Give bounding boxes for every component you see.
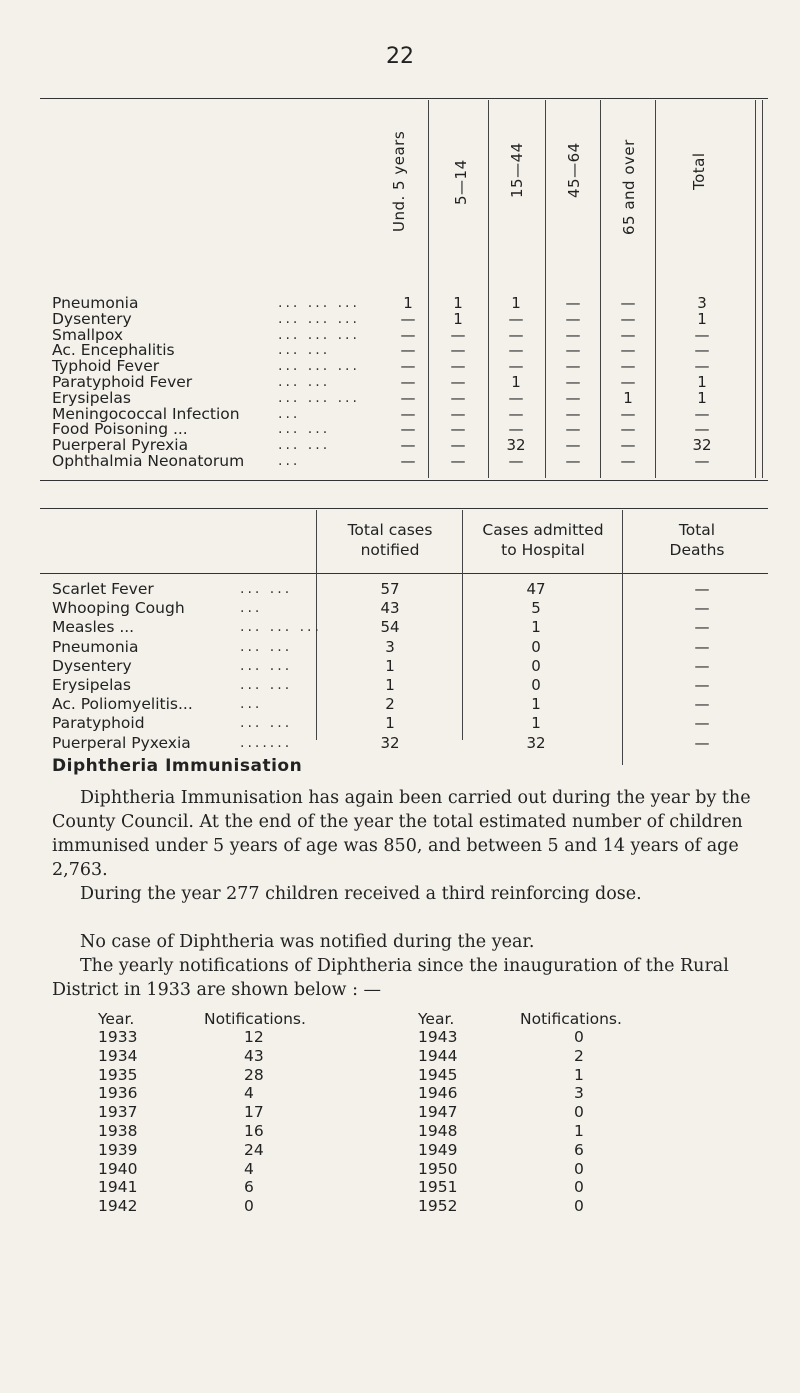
table-cell: — — [694, 637, 710, 656]
table-cell: — — [450, 325, 466, 344]
row-label: Scarlet Fever — [52, 580, 154, 598]
table-cell: — — [694, 404, 710, 423]
notification-count: 6 — [244, 1178, 254, 1197]
header-line: notified — [360, 541, 420, 559]
table-cell: — — [620, 452, 636, 470]
header-line: to Hospital — [501, 541, 585, 559]
leader-dots: ... ... ... — [278, 389, 360, 406]
table-cell: — — [565, 436, 581, 455]
header-line: Cases admitted — [482, 521, 604, 539]
table-cell: — — [565, 404, 581, 423]
table-cell: — — [565, 341, 581, 360]
row-label: Puerperal Pyrexia — [52, 436, 189, 455]
leader-dots: ... ... ... — [278, 295, 360, 311]
year-value: 1935 — [98, 1065, 138, 1084]
table-cell: — — [450, 357, 466, 376]
notification-count: 24 — [244, 1140, 264, 1159]
year-value: 1950 — [418, 1159, 458, 1178]
table-cell: — — [694, 618, 710, 637]
table-cell: 1 — [697, 373, 707, 391]
notification-count: 4 — [244, 1159, 254, 1178]
year-value: 1947 — [418, 1103, 458, 1122]
table-cell: — — [620, 294, 636, 312]
table-cell: — — [400, 404, 416, 423]
leader-dots: ... ... ... — [278, 310, 360, 327]
table-cell: 32 — [692, 436, 712, 455]
table-cell: 57 — [380, 580, 400, 598]
table-cell: 1 — [531, 695, 541, 714]
notification-count: 3 — [574, 1084, 584, 1103]
table-cell: 3 — [697, 294, 707, 312]
year-value: 1938 — [98, 1122, 138, 1140]
row-label: Pneumonia — [52, 637, 139, 656]
leader-dots: ... — [240, 600, 263, 617]
column-divider — [622, 510, 623, 765]
notification-count: 4 — [244, 1084, 254, 1103]
leader-dots: ... ... — [278, 421, 331, 438]
paragraph: The yearly notifications of Diphtheria since the inauguration of the Rural District in 1933 are shown below : — — [52, 956, 729, 1000]
table-cell: — — [400, 325, 416, 344]
row-label: Smallpox — [52, 325, 124, 344]
notification-count: 2 — [574, 1046, 584, 1065]
table-cell: 1 — [511, 373, 521, 391]
table-cell: — — [508, 452, 524, 470]
notification-count: 17 — [244, 1103, 264, 1122]
column-header — [318, 520, 462, 560]
leader-dots: ... ... — [240, 581, 293, 597]
leader-dots: ... ... ... — [278, 358, 360, 375]
table-cell: 1 — [511, 294, 521, 312]
column-divider — [462, 510, 463, 740]
leader-dots: ... — [278, 453, 301, 469]
table-cell: — — [450, 373, 466, 391]
table-cell: 1 — [453, 309, 463, 328]
table-cell: — — [508, 388, 524, 407]
leader-dots: ... ... — [278, 374, 331, 390]
leader-dots: ... — [278, 405, 301, 422]
table-cell: — — [508, 357, 524, 376]
table-cell: 1 — [531, 714, 541, 733]
leader-dots: ... ... ... — [278, 326, 360, 343]
row-label: Dysentery — [52, 656, 132, 675]
table-cell: 54 — [380, 618, 400, 637]
table-cell: — — [565, 309, 581, 328]
column-header: 5—14 — [452, 159, 470, 205]
table-cell: — — [565, 357, 581, 376]
leader-dots: ... ... — [240, 677, 293, 693]
year-value: 1941 — [98, 1178, 138, 1197]
table-cell: 1 — [453, 294, 463, 312]
notification-count: 16 — [244, 1122, 264, 1140]
table-cell: — — [508, 341, 524, 360]
table-top-rule — [40, 508, 768, 509]
header-line: Total — [678, 521, 716, 539]
year-value: 1948 — [418, 1122, 458, 1140]
table-cell: — — [694, 325, 710, 344]
row-label: Ophthalmia Neonatorum — [52, 452, 245, 470]
notification-count: 0 — [574, 1159, 584, 1178]
row-label: Meningococcal Infection — [52, 404, 240, 423]
notifications-header: Notifications. — [520, 1010, 622, 1028]
year-value: 1951 — [418, 1178, 458, 1197]
row-label: Ac. Encephalitis — [52, 341, 175, 360]
table-cell: — — [508, 325, 524, 344]
year-value: 1934 — [98, 1046, 138, 1065]
table-cell: 1 — [403, 294, 413, 312]
paragraph: No case of Diphtheria was notified during the year. — [80, 932, 535, 952]
table-cell: — — [508, 420, 524, 439]
table-cell: — — [694, 420, 710, 439]
leader-dots: ... ... ... — [240, 619, 322, 636]
section-heading: Diphtheria Immunisation — [52, 756, 303, 776]
table-cell: — — [694, 341, 710, 360]
year-value: 1940 — [98, 1159, 138, 1178]
table-cell: — — [620, 341, 636, 360]
table-cell: 3 — [385, 637, 395, 656]
notification-count: 0 — [574, 1103, 584, 1122]
column-header — [464, 520, 622, 560]
table-bottom-rule — [40, 480, 768, 481]
table-cell: — — [694, 656, 710, 675]
leader-dots: ... ... — [278, 342, 331, 359]
notifications-header: Notifications. — [204, 1010, 306, 1028]
table-cell: — — [508, 404, 524, 423]
table-cell: — — [450, 452, 466, 470]
table-cell: — — [694, 452, 710, 470]
column-divider — [655, 100, 656, 478]
row-label: Pneumonia — [52, 294, 139, 312]
table-cell: — — [450, 436, 466, 455]
notification-count: 0 — [244, 1197, 254, 1216]
table-cell: — — [620, 309, 636, 328]
table-cell: — — [565, 325, 581, 344]
header-line: Total cases — [347, 521, 433, 539]
table-cell: — — [694, 599, 710, 618]
table-cell: 1 — [385, 714, 395, 733]
table-cell: — — [694, 695, 710, 714]
table-cell: — — [620, 357, 636, 376]
year-value: 1936 — [98, 1084, 138, 1103]
table-cell: — — [694, 714, 710, 733]
column-divider — [755, 100, 756, 478]
table-cell: 32 — [506, 436, 526, 455]
paragraph: Diphtheria Immunisation has again been carried out during the year by the County Council. At the end of the year the total estimated number of children immunised under 5 years of age was 850, and between 5 and 14 years of age 2,763. — [52, 788, 751, 880]
table-cell: 1 — [697, 309, 707, 328]
notification-count: 0 — [574, 1197, 584, 1216]
table-cell: 0 — [531, 637, 541, 656]
leader-dots: ... — [240, 696, 263, 713]
year-value: 1946 — [418, 1084, 458, 1103]
table-cell: 1 — [697, 388, 707, 407]
leader-dots: ... ... — [240, 657, 293, 674]
table-cell: — — [565, 388, 581, 407]
column-header: 45—64 — [565, 142, 583, 198]
column-header: Und. 5 years — [390, 130, 408, 232]
row-label: Paratyphoid — [52, 714, 145, 733]
column-divider — [488, 100, 489, 478]
table-cell: — — [565, 373, 581, 391]
row-label: Whooping Cough — [52, 599, 185, 618]
table-cell: — — [400, 452, 416, 470]
notification-count: 12 — [244, 1028, 264, 1046]
table-cell: — — [450, 404, 466, 423]
paragraph: During the year 277 children received a third reinforcing dose. — [80, 884, 642, 904]
table-cell: — — [450, 388, 466, 407]
table-cell: — — [565, 420, 581, 439]
column-divider — [545, 100, 546, 478]
table-cell: — — [400, 357, 416, 376]
page-number: 22 — [386, 44, 414, 69]
header-rule — [40, 573, 768, 574]
column-header: Total — [690, 152, 708, 190]
year-value: 1949 — [418, 1140, 458, 1159]
table-cell: 32 — [380, 733, 400, 752]
year-value: 1942 — [98, 1197, 138, 1216]
year-value: 1939 — [98, 1140, 138, 1159]
year-value: 1952 — [418, 1197, 458, 1216]
table-cell: — — [620, 404, 636, 423]
table-cell: 43 — [380, 599, 400, 618]
notification-count: 1 — [574, 1122, 584, 1140]
table-cell: 0 — [531, 656, 541, 675]
column-divider — [600, 100, 601, 478]
table-cell: 1 — [385, 676, 395, 694]
year-value: 1933 — [98, 1028, 138, 1046]
table-cell: 1 — [531, 618, 541, 637]
table-cell: — — [620, 436, 636, 455]
row-label: Erysipelas — [52, 388, 131, 407]
notification-count: 6 — [574, 1140, 584, 1159]
leader-dots: ....... — [240, 734, 293, 751]
year-value: 1945 — [418, 1065, 458, 1084]
header-line: Deaths — [669, 541, 725, 559]
row-label: Measles ... — [52, 618, 135, 637]
notification-count: 28 — [244, 1065, 264, 1084]
table-cell: — — [565, 294, 581, 312]
column-header — [624, 520, 770, 560]
table-cell: — — [694, 733, 710, 752]
row-label: Erysipelas — [52, 676, 131, 694]
table-cell: 32 — [526, 733, 546, 752]
table-cell: — — [400, 388, 416, 407]
table-cell: — — [400, 420, 416, 439]
table-cell: — — [565, 452, 581, 470]
row-label: Paratyphoid Fever — [52, 373, 193, 391]
year-header: Year. — [418, 1010, 455, 1028]
table-cell: 5 — [531, 599, 541, 618]
table-cell: 47 — [526, 580, 546, 598]
table-cell: — — [694, 580, 710, 598]
year-header: Year. — [98, 1010, 135, 1028]
table-cell: — — [400, 309, 416, 328]
notification-count: 0 — [574, 1028, 584, 1046]
table-cell: — — [400, 341, 416, 360]
year-value: 1944 — [418, 1046, 458, 1065]
year-value: 1937 — [98, 1103, 138, 1122]
table-cell: 1 — [623, 388, 633, 407]
table-cell: — — [620, 325, 636, 344]
leader-dots: ... ... — [278, 437, 331, 454]
table-cell: — — [694, 357, 710, 376]
table-cell: — — [620, 420, 636, 439]
table-cell: — — [508, 309, 524, 328]
row-label: Food Poisoning ... — [52, 420, 188, 439]
table-cell: 0 — [531, 676, 541, 694]
year-value: 1943 — [418, 1028, 458, 1046]
column-divider — [762, 100, 763, 478]
table-cell: — — [400, 373, 416, 391]
row-label: Dysentery — [52, 309, 132, 328]
table-top-rule — [40, 98, 768, 99]
row-label: Ac. Poliomyelitis... — [52, 695, 193, 714]
column-header: 65 and over — [620, 139, 638, 235]
table-cell: — — [450, 341, 466, 360]
row-label: Typhoid Fever — [52, 357, 160, 376]
column-divider — [428, 100, 429, 478]
leader-dots: ... ... — [240, 715, 293, 732]
row-label: Puerperal Pyxexia — [52, 733, 191, 752]
table-cell: — — [450, 420, 466, 439]
notification-count: 0 — [574, 1178, 584, 1197]
table-cell: — — [620, 373, 636, 391]
table-cell: — — [400, 436, 416, 455]
notification-count: 43 — [244, 1046, 264, 1065]
column-header: 15—44 — [508, 142, 526, 198]
table-cell: 2 — [385, 695, 395, 714]
leader-dots: ... ... — [240, 638, 293, 655]
notification-count: 1 — [574, 1065, 584, 1084]
table-cell: 1 — [385, 656, 395, 675]
table-cell: — — [694, 676, 710, 694]
